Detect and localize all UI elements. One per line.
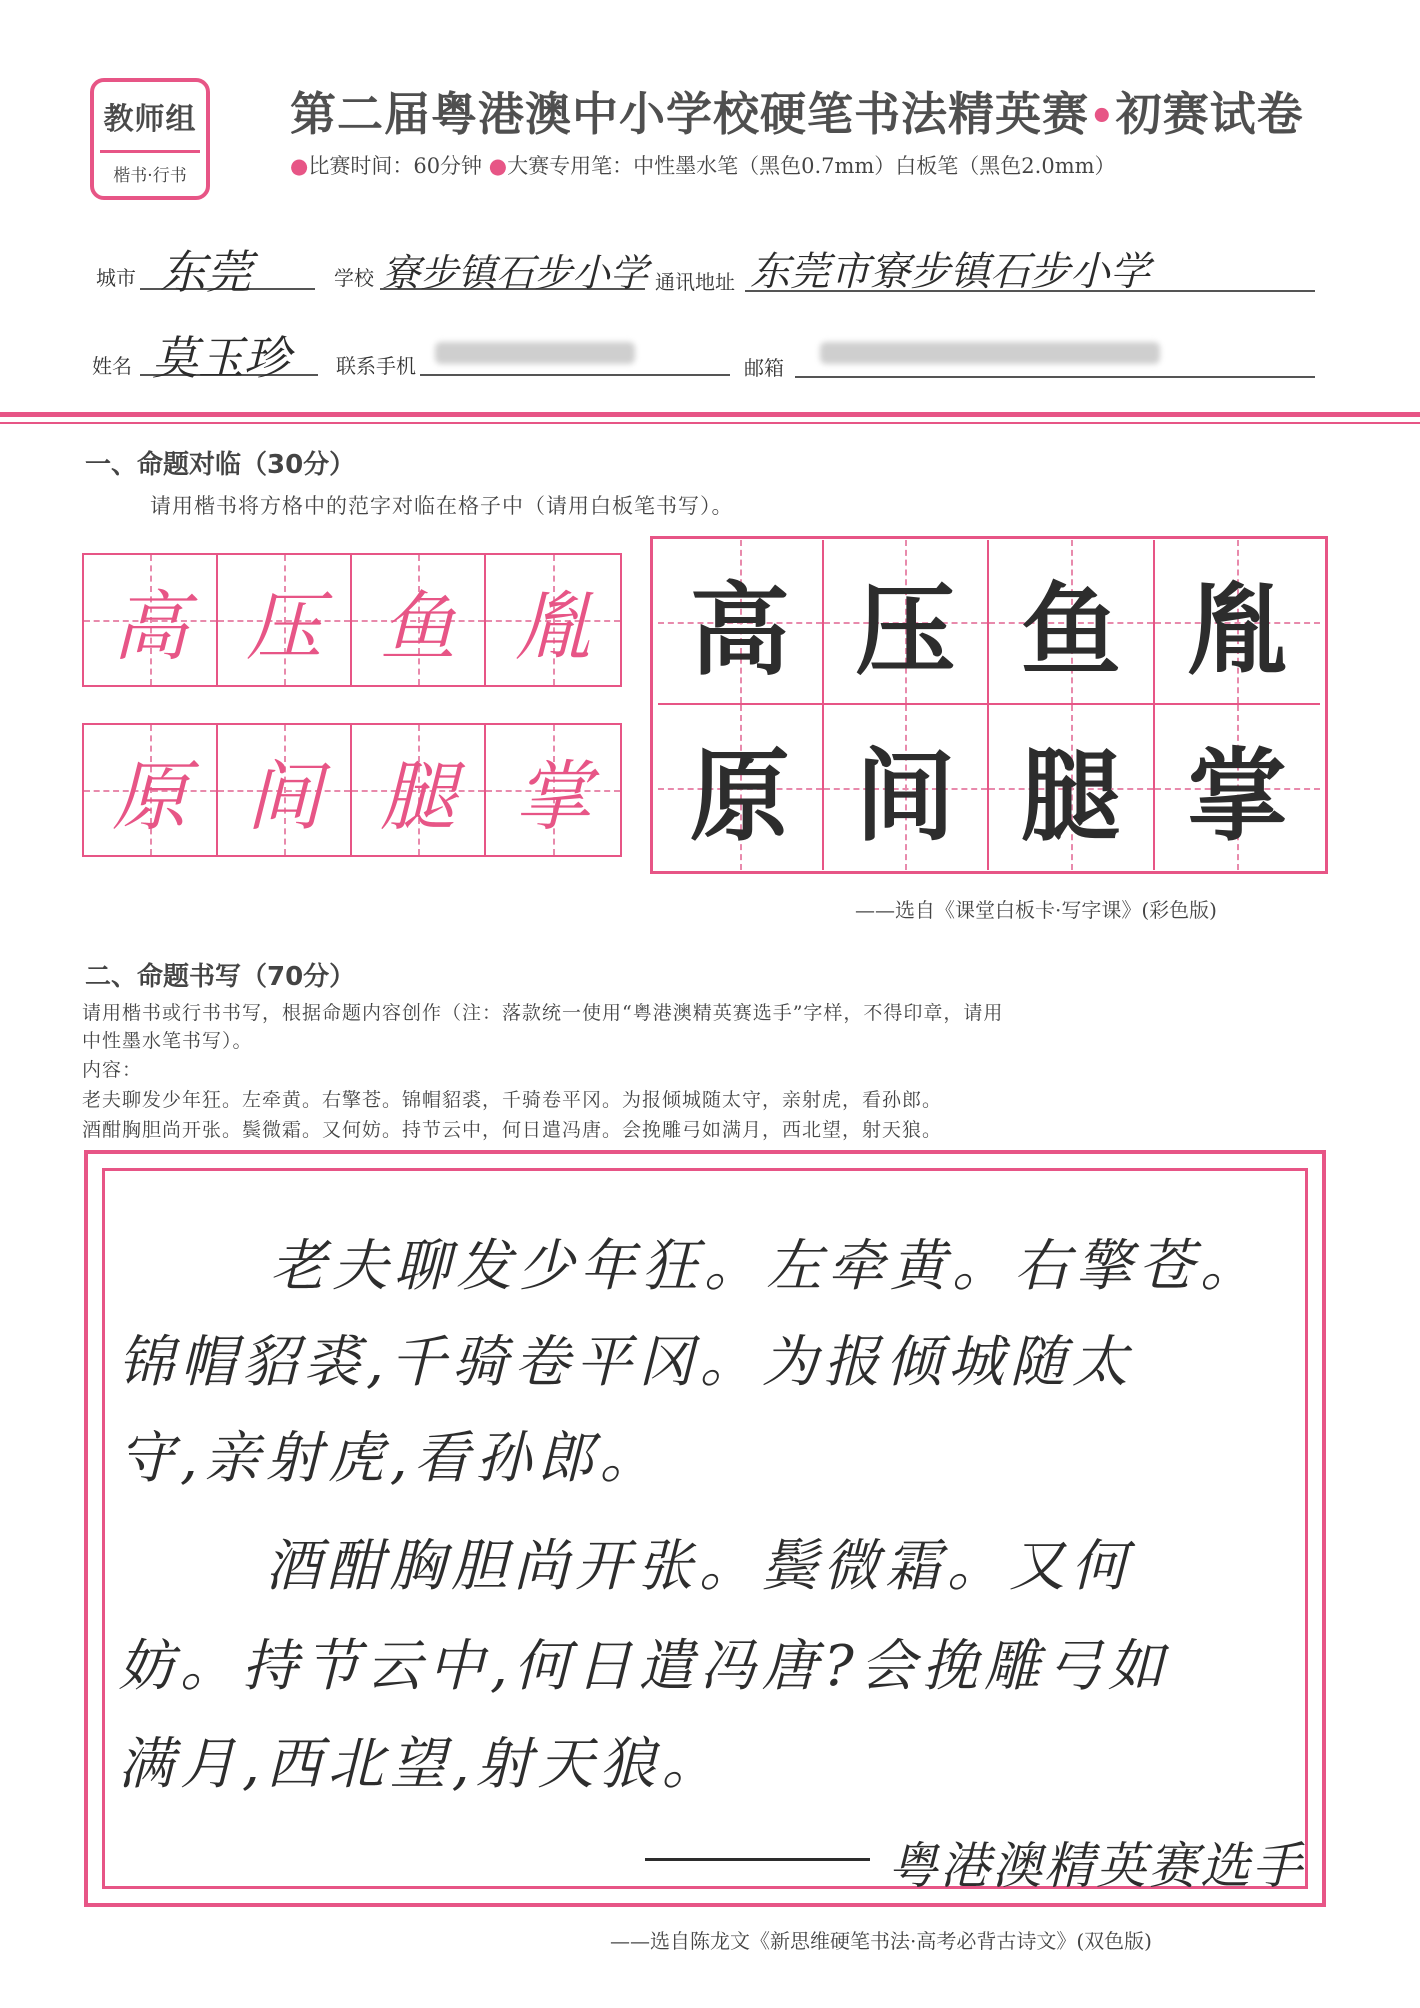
model-cell <box>824 705 990 870</box>
copy-char: 掌 <box>514 751 591 841</box>
model-cell <box>989 540 1155 703</box>
city-label: 城市 <box>96 266 136 290</box>
bullet-icon: ● <box>290 154 309 178</box>
model-char: 高 <box>689 570 790 689</box>
model-char: 原 <box>689 736 790 855</box>
model-grid-row1 <box>658 540 1320 705</box>
name-value: 莫玉珍 <box>152 331 290 385</box>
copy-char: 胤 <box>514 581 591 671</box>
written-line: 老夫聊发少年狂。左牵黄。右擎苍。 <box>270 1234 1262 1299</box>
model-cell <box>824 540 990 703</box>
copy-cell <box>218 725 352 855</box>
copy-cell <box>84 555 218 685</box>
copy-char: 压 <box>246 581 322 671</box>
content-label: 内容： <box>82 1059 143 1081</box>
divider-rule-thin <box>0 422 1420 424</box>
title-dot: • <box>1089 94 1116 140</box>
divider-rule <box>0 412 1420 417</box>
model-char: 胤 <box>1187 570 1288 689</box>
content-line-2: 酒酣胸胆尚开张。鬓微霜。又何妨。持节云中，何日遣冯唐。会挽雕弓如满月，西北望，射天狼。 <box>82 1119 943 1141</box>
badge-divider <box>100 150 200 153</box>
email-label: 邮箱 <box>744 356 784 380</box>
model-char: 腿 <box>1020 736 1121 855</box>
written-line: 满月,西北望,射天狼。 <box>118 1732 724 1797</box>
written-line: 妨。持节云中,何日遣冯唐?会挽雕弓如 <box>118 1634 1170 1699</box>
address-value: 东莞市寮步镇石步小学 <box>750 249 1150 295</box>
title-tail: 初赛试卷 <box>1115 87 1304 141</box>
section2-heading: 二、命题书写（70分） <box>85 962 356 992</box>
model-char: 间 <box>855 736 956 855</box>
section2-source: ——选自陈龙文《新思维硬笔书法·高考必背古诗文》(双色版) <box>610 1929 1152 1953</box>
copy-char: 原 <box>112 751 188 841</box>
copy-char: 腿 <box>380 751 456 841</box>
city-value: 东莞 <box>160 245 252 299</box>
model-cell <box>658 540 824 703</box>
content-line-1: 老夫聊发少年狂。左牵黄。右擎苍。锦帽貂裘，千骑卷平冈。为报倾城随太守，亲射虎，看孙郎。 <box>82 1089 943 1111</box>
section1-source: ——选自《课堂白板卡·写字课》(彩色版) <box>855 898 1217 922</box>
model-cell <box>989 705 1155 870</box>
exam-time: 比赛时间：60分钟 <box>308 154 483 178</box>
model-char: 鱼 <box>1020 570 1121 689</box>
copy-grid-row2 <box>82 723 622 857</box>
section2-instruction-1: 请用楷书或行书书写，根据命题内容创作（注：落款统一使用“粤港澳精英赛选手”字样，不得印章，请用 <box>82 1002 1004 1024</box>
exam-pens: 大赛专用笔：中性墨水笔（黑色0.7mm）白板笔（黑色2.0mm） <box>507 154 1116 178</box>
model-cell <box>658 705 824 870</box>
copy-char: 鱼 <box>380 581 456 671</box>
written-line: 锦帽貂裘,千骑卷平冈。为报倾城随太 <box>118 1330 1134 1395</box>
email-underline <box>795 376 1315 378</box>
badge-styles-label: 楷书·行书 <box>113 166 187 186</box>
copy-char: 间 <box>246 751 322 841</box>
phone-redacted <box>435 342 635 364</box>
bullet-icon: ● <box>488 154 508 178</box>
written-line: 守,亲射虎,看孙郎。 <box>118 1426 662 1491</box>
section1-heading: 一、命题对临（30分） <box>85 450 356 480</box>
section1-instruction: 请用楷书将方格中的范字对临在格子中（请用白板笔书写）。 <box>150 494 734 518</box>
exam-info <box>290 150 1116 180</box>
model-cell <box>1155 705 1321 870</box>
title-main: 第二届粤港澳中小学校硬笔书法精英赛 <box>290 87 1089 141</box>
copy-cell <box>486 725 620 855</box>
page-title <box>290 78 1304 144</box>
copy-cell <box>84 725 218 855</box>
copy-grid-row1 <box>82 553 622 687</box>
phone-underline <box>420 374 730 376</box>
section2-instruction-2: 中性墨水笔书写）。 <box>82 1030 253 1052</box>
copy-cell <box>352 725 486 855</box>
signature: 粤港澳精英赛选手 <box>888 1837 1304 1895</box>
model-char: 压 <box>855 570 956 689</box>
teacher-group-badge <box>90 78 210 200</box>
written-line: 酒酣胸胆尚开张。鬓微霜。又何 <box>265 1534 1133 1599</box>
address-label: 通讯地址 <box>655 270 735 294</box>
email-redacted <box>820 342 1160 364</box>
copy-cell <box>352 555 486 685</box>
model-char: 掌 <box>1187 736 1288 855</box>
school-label: 学校 <box>334 266 374 290</box>
copy-cell <box>486 555 620 685</box>
model-cell <box>1155 540 1321 703</box>
copy-cell <box>218 555 352 685</box>
copy-char: 高 <box>112 581 188 671</box>
phone-label: 联系手机 <box>336 354 416 378</box>
name-label: 姓名 <box>92 354 132 378</box>
model-grid-row2 <box>658 705 1320 870</box>
badge-group-label: 教师组 <box>103 102 197 137</box>
signature-dash <box>645 1858 870 1861</box>
school-value: 寮步镇石步小学 <box>382 251 649 295</box>
